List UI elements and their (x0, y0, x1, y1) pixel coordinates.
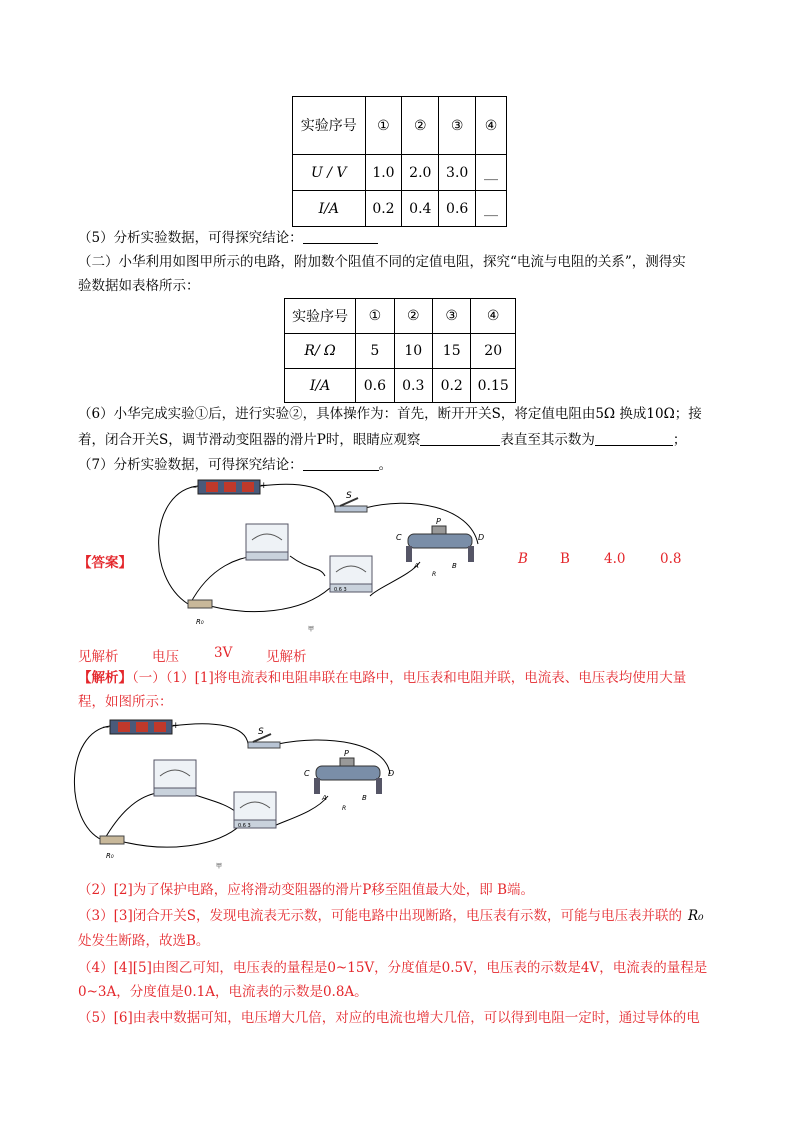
ammeter-icon (246, 524, 288, 560)
rheostat-icon (314, 758, 382, 794)
table-voltage-current (292, 96, 507, 227)
answer-blank (303, 229, 378, 244)
analysis-paragraph-2: （2）[2]为了保护电路，应将滑动变阻器的滑片P移至阻值最大处，即 B端。 (78, 882, 535, 898)
table2-cell: 15 (432, 334, 470, 369)
table2-cell: 0.6 (356, 369, 394, 403)
answer-value: 电压 (152, 649, 179, 665)
answer-value: 见解析 (78, 649, 119, 665)
table1-cell: 2.0 (402, 155, 439, 191)
answer-value: 3V (214, 645, 233, 661)
analysis-paragraph-4a: （4）[4][5]由图乙可知，电压表的量程是0~15V，分度值是0.5V，电压表的示数是4V，电流表的量程是 (78, 960, 708, 976)
table1-header-cell: ① (365, 97, 402, 155)
table1-cell: 0.2 (365, 191, 402, 227)
battery-plus-label: + (260, 481, 268, 491)
table2-header-cell: 实验序号 (285, 299, 356, 334)
rheostat-icon (406, 526, 474, 562)
table1-cell: 0.6 (439, 191, 476, 227)
part2-intro-line1: （二）小华利用如图甲所示的电路，附加数个阻值不同的定值电阻，探究“电流与电阻的关系”，测得实 (78, 254, 686, 270)
battery-plus-label: + (172, 721, 180, 731)
answer-value: 0.8 (660, 551, 682, 567)
table1-header-cell: ② (402, 97, 439, 155)
answer-value: B (560, 551, 570, 567)
circuit-figure-question (150, 476, 500, 636)
analysis-paragraph-4b: 0~3A，分度值是0.1A，电流表的示数是0.8A。 (78, 984, 368, 1000)
answer-value: 见解析 (266, 649, 307, 665)
part2-intro-line2: 验数据如表格所示： (78, 278, 200, 294)
analysis-paragraph-5: （5）[6]由表中数据可知，电压增大几倍，对应的电流也增大几倍，可以得到电阻一定时，通过导体的电 (78, 1010, 700, 1026)
table2-cell: 5 (356, 334, 394, 369)
table1-cell: 3.0 (439, 155, 476, 191)
analysis-line1: 【解析】（一）（1）[1]将电流表和电阻串联在电路中，电压表和电阻并联，电流表、电压表均使用大量 (78, 670, 687, 686)
rheostat-b-label: B (452, 562, 457, 570)
analysis-line2: 程，如图所示： (78, 694, 173, 710)
answer-blank (420, 431, 500, 446)
table2-header-cell: ① (356, 299, 394, 334)
table1-row-label: U / V (293, 155, 366, 191)
table2-header-cell: ④ (471, 299, 516, 334)
switch-icon (248, 734, 280, 748)
answer-blank (595, 431, 673, 446)
battery-minus-label: − (190, 483, 198, 493)
meter-scale-label: 0.6 3 (238, 823, 251, 829)
battery-minus-label: − (102, 723, 110, 733)
table2-row-label: I/A (285, 369, 356, 403)
table2-header-cell: ③ (432, 299, 470, 334)
table2-cell: 10 (394, 334, 432, 369)
figure-caption: 甲 (216, 863, 223, 870)
question-6-line1: （6）小华完成实验①后，进行实验②，具体操作为：首先，断开开关S，将定值电阻由5Ω 换成10Ω；接 (78, 406, 702, 422)
question-5: （5）分析实验数据，可得探究结论： (78, 228, 378, 248)
switch-label: S (258, 727, 264, 737)
table-resistance-current (284, 298, 516, 403)
table2-cell: 0.2 (432, 369, 470, 403)
rheostat-c-label: C (396, 533, 402, 542)
rheostat-p-label: P (436, 517, 441, 526)
table1-header-cell: ③ (439, 97, 476, 155)
rheostat-c-label: C (304, 769, 310, 778)
analysis-paragraph-3a: （3）[3]闭合开关S，发现电流表无示数，可能电路中出现断路，电压表有示数，可能与电压表并联的 R₀ (78, 908, 704, 924)
rheostat-d-label: D (388, 769, 395, 778)
question-6-line2: 着，闭合开关S，调节滑动变阻器的滑片P时，眼睛应观察 表直至其示数为 ； (78, 432, 687, 448)
table1-header-cell: ④ (476, 97, 507, 155)
rheostat-b-label: B (362, 794, 367, 802)
table1-cell: 0.4 (402, 191, 439, 227)
r0-symbol: R₀ (687, 908, 704, 924)
figure-caption: 甲 (308, 626, 315, 633)
resistor-icon (100, 836, 124, 844)
table1-cell: 1.0 (365, 155, 402, 191)
rheostat-p-label: P (344, 749, 349, 758)
battery-icon (198, 480, 260, 494)
resistor-label: R₀ (196, 618, 204, 626)
resistor-label: R₀ (106, 852, 114, 860)
rheostat-d-label: D (478, 533, 485, 542)
switch-label: S (346, 491, 352, 501)
answer-value: B (518, 551, 528, 567)
meter-scale-label: 0.6 3 (334, 587, 347, 593)
table1-cell: __ (476, 155, 507, 191)
answer-value: 4.0 (604, 551, 626, 567)
rheostat-r-label: R (432, 571, 437, 578)
rheostat-a-label: A (414, 562, 419, 570)
table1-header-cell: 实验序号 (293, 97, 366, 155)
rheostat-a-label: A (322, 794, 327, 802)
table2-header-cell: ② (394, 299, 432, 334)
table2-cell: 0.15 (471, 369, 516, 403)
resistor-icon (188, 600, 212, 608)
table2-cell: 20 (471, 334, 516, 369)
table2-row-label: R/ Ω (285, 334, 356, 369)
question-7: （7）分析实验数据，可得探究结论： 。 (78, 457, 393, 473)
battery-icon (110, 720, 172, 734)
analysis-paragraph-3b: 处发生断路，故选B。 (78, 933, 210, 949)
table1-row-label: I/A (293, 191, 366, 227)
circuit-figure-answer (66, 712, 416, 872)
answer-blank (303, 456, 379, 471)
answer-label: 【答案】 (78, 555, 132, 571)
table2-cell: 0.3 (394, 369, 432, 403)
table1-cell: __ (476, 191, 507, 227)
rheostat-r-label: R (342, 805, 347, 812)
ammeter-icon (154, 760, 196, 796)
